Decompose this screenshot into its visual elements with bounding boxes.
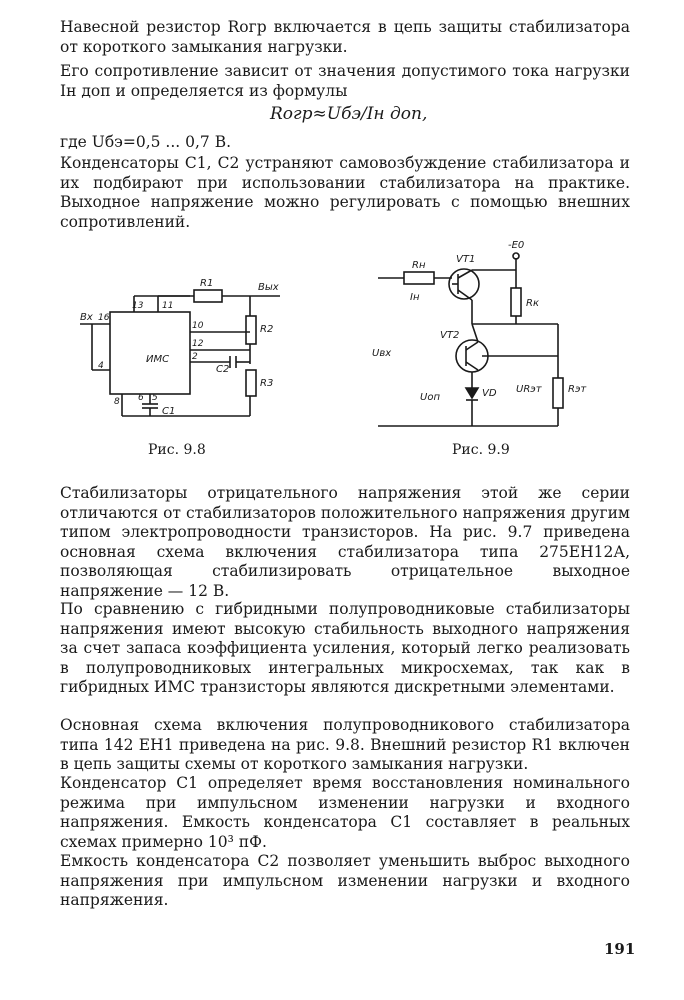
r2-label: R2 xyxy=(260,324,274,335)
figure-9-8-caption: Рис. 9.8 xyxy=(148,442,206,458)
pin-label: 10 xyxy=(192,321,204,331)
page-number: 191 xyxy=(604,940,636,958)
vt2-label: VT2 xyxy=(440,330,460,341)
paragraph-6: По сравнению с гибридными полупроводниковые стабилизаторы напряжения имеют высокую стабильность выходного напряжения за счет запаса коэффициента усиления, который легко реализовать в полупроводниковых интегральных микросхемах, так как в гибридных ИМС транзисторы являются дискретными элементами. xyxy=(60,600,630,696)
figure-9-9-circuit xyxy=(368,238,598,436)
pin-label: 8 xyxy=(114,397,120,407)
r3-label: R3 xyxy=(260,378,274,389)
input-label: Вх xyxy=(80,312,93,323)
paragraph-7: Основная схема включения полупроводникового стабилизатора типа 142 ЕН1 приведена на рис. 9.8. Внешний резистор R1 включен в цепь защиты схемы от короткого замыкания нагрузки. xyxy=(60,716,630,773)
c1-label: C1 xyxy=(162,406,176,417)
paragraph-4: Конденсаторы C1, C2 устраняют самовозбуждение стабилизатора и их подбирают при использовании стабилизатора на практике. Выходное напряжение можно регулировать с помощью внешних сопротивлений. xyxy=(60,154,630,231)
uvx-label: Uвх xyxy=(372,348,392,359)
rat-label: Rэт xyxy=(568,384,587,395)
formula: Rогр≈Uбэ/Iн доп, xyxy=(270,104,428,124)
output-label: Вых xyxy=(258,282,279,293)
pin-label: 5 xyxy=(152,393,158,403)
paragraph-9: Емкость конденсатора C2 позволяет уменьшить выброс выходного напряжения при импульсном изменении нагрузки и входного напряжения. xyxy=(60,852,630,909)
pin-label: 4 xyxy=(98,361,104,371)
pin-label: 13 xyxy=(132,301,144,311)
uop-label: Uоп xyxy=(420,392,440,403)
vd-label: VD xyxy=(482,388,497,399)
c2-label: C2 xyxy=(216,364,230,375)
vt1-label: VT1 xyxy=(456,254,476,265)
pin-label: 12 xyxy=(192,339,204,349)
in-label: Iн xyxy=(410,292,420,303)
paragraph-3: где Uбэ=0,5 ... 0,7 В. xyxy=(60,133,232,151)
ims-chip-body xyxy=(110,312,190,394)
pin-label: 2 xyxy=(192,352,198,362)
rk-label: Rк xyxy=(526,298,539,309)
pin-label: 6 xyxy=(138,393,144,403)
pin-label: 16 xyxy=(98,313,110,323)
urat-label: URэт xyxy=(516,384,542,395)
paragraph-1: Навесной резистор Rогр включается в цепь защиты стабилизатора от короткого замыкания нагрузки. xyxy=(60,18,630,56)
paragraph-5: Стабилизаторы отрицательного напряжения этой же серии отличаются от стабилизаторов положительного напряжения другим типом электропроводности транзисторов. На рис. 9.7 приведена основная схема включения стабилизатора типа 275ЕН12А, позволяющая стабилизировать отрицательное выходное напряжение — 12 В. xyxy=(60,484,630,600)
chip-label: ИМС xyxy=(146,354,170,365)
paragraph-2: Его сопротивление зависит от значения допустимого тока нагрузки Iн доп и определяется из формулы xyxy=(60,62,630,100)
paragraph-8: Конденсатор C1 определяет время восстановления номинального режима при импульсном изменении нагрузки и входного напряжения. Емкость конденсатора C1 составляет в реальных схемах примерно 10³ пФ. xyxy=(60,774,630,851)
pin-label: 11 xyxy=(162,301,174,311)
figure-9-9-caption: Рис. 9.9 xyxy=(452,442,510,458)
rn-label: Rн xyxy=(412,260,426,271)
e0-label: -E0 xyxy=(508,240,525,251)
r1-label: R1 xyxy=(200,278,214,289)
figure-9-8-circuit xyxy=(70,268,300,428)
